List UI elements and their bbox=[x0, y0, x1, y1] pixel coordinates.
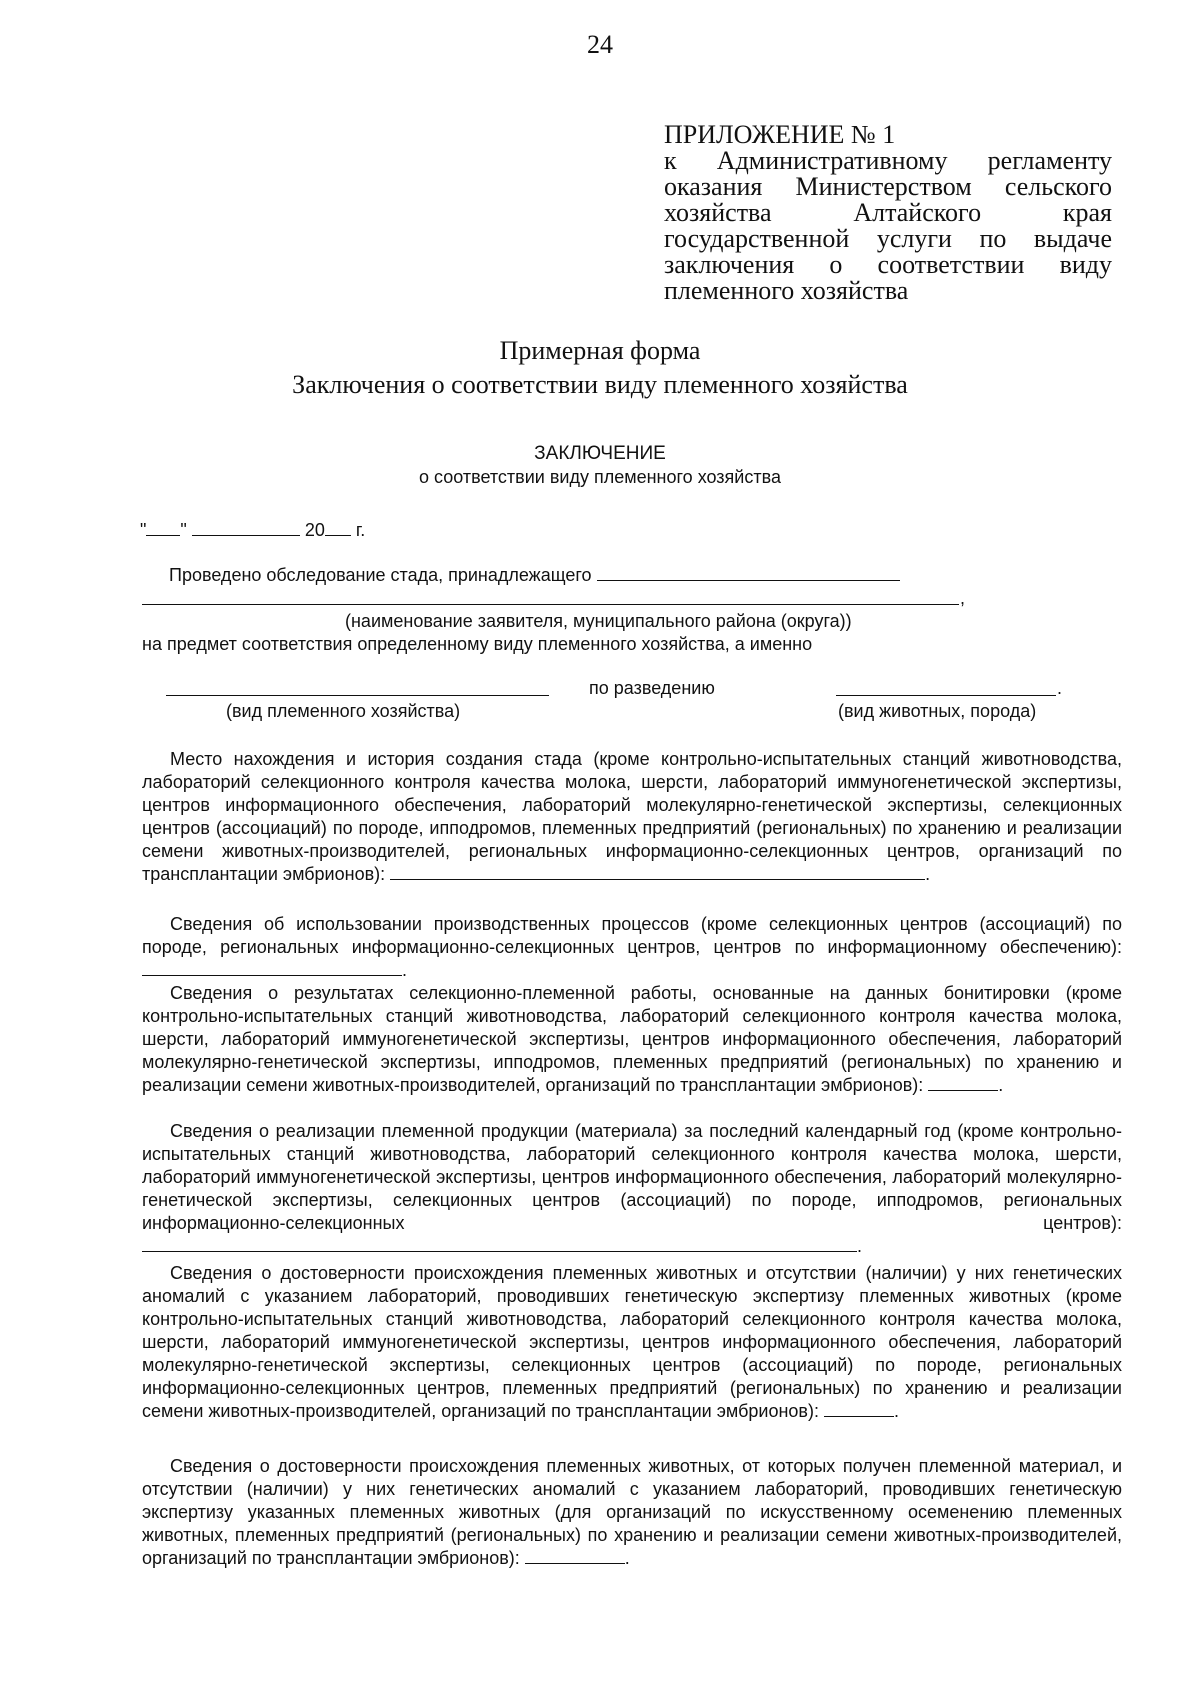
appendix-line: заключения о соответствии виду bbox=[664, 250, 1112, 279]
appendix-line: хозяйства Алтайского края bbox=[664, 198, 1112, 227]
paragraph-tail: . bbox=[857, 1236, 863, 1256]
survey-purpose: на предмет соответствия определенному виду племенного хозяйства, а именно bbox=[142, 634, 813, 654]
breeding-middle: по разведению bbox=[589, 678, 715, 698]
location-history-field[interactable] bbox=[390, 864, 925, 880]
breeding-material-field[interactable] bbox=[525, 1548, 625, 1564]
applicant-caption: (наименование заявителя, муниципального района (округа)) bbox=[345, 611, 852, 631]
breeding-period: . bbox=[1057, 678, 1063, 698]
date-line bbox=[140, 518, 365, 541]
paragraph-tail: . bbox=[925, 864, 931, 884]
paragraph-production-processes bbox=[142, 913, 1122, 982]
year-prefix: 20 bbox=[304, 520, 325, 540]
appendix-heading: ПРИЛОЖЕНИЕ № 1 bbox=[664, 120, 896, 149]
animal-breed-field[interactable] bbox=[836, 695, 1056, 696]
paragraph-text: Место нахождения и история создания стада (кроме контрольно-испытательных станций животноводства, лабораторий селекционного контроля качества молока, шерсти, лабораторий иммуногенетической экспертизы, центров информационного обеспечения, лабораторий молекулярно-генетической экспертизы, селекционных центров (ассоциаций) по породе, ипподромов, племенных предприятий (региональных) по хранению и реализации семени животных-производителей, региональных информационно-селекционных центров, организаций по трансплантации эмбрионов): bbox=[142, 749, 1122, 884]
form-subtitle: Заключения о соответствии виду племенного хозяйства bbox=[292, 370, 908, 399]
production-processes-field[interactable] bbox=[142, 960, 402, 976]
quote-close: " bbox=[180, 520, 187, 540]
breeding-results-field[interactable] bbox=[928, 1075, 998, 1091]
appendix-line: государственной услуги по выдаче bbox=[664, 224, 1112, 253]
form-title: Примерная форма bbox=[499, 336, 701, 365]
farm-type-caption: (вид племенного хозяйства) bbox=[226, 701, 461, 721]
paragraph-tail: . bbox=[624, 1548, 630, 1568]
survey-intro-line bbox=[169, 563, 900, 586]
quote-open: " bbox=[140, 520, 147, 540]
paragraph-tail: . bbox=[998, 1075, 1004, 1095]
appendix-line: оказания Министерством сельского bbox=[664, 172, 1112, 201]
applicant-field[interactable] bbox=[597, 563, 900, 581]
year-field[interactable] bbox=[325, 518, 351, 536]
conclusion-subtitle: о соответствии виду племенного хозяйства bbox=[419, 467, 781, 487]
animal-breed-caption: (вид животных, порода) bbox=[838, 701, 1037, 721]
paragraph-breeding-results bbox=[142, 982, 1122, 1097]
paragraph-text: Сведения о результатах селекционно-племенной работы, основанные на данных бонитировки (кроме контрольно-испытательных станций животноводства, лабораторий селекционного контроля качества молока, шерсти, лабораторий иммуногенетической экспертизы, центров информационного обеспечения, лабораторий молекулярно-генетической экспертизы, ипподромов, племенных предприятий (региональных) по хранению и реализации семени животных-производителей, организаций по трансплантации эмбрионов): bbox=[142, 983, 1122, 1095]
paragraph-tail: . bbox=[894, 1401, 900, 1421]
month-field[interactable] bbox=[192, 518, 300, 536]
paragraph-text: Сведения о достоверности происхождения племенных животных и отсутствии (наличии) у них генетических аномалий с указанием лабораторий, проводивших генетическую экспертизу племенных животных (кроме контрольно-испытательных станций животноводства, лабораторий селекционного контроля качества молока, шерсти, лабораторий иммуногенетической экспертизы, центров информационного обеспечения, лабораторий молекулярно-генетической экспертизы, селекционных центров (ассоциаций) по породе, региональных информационно-селекционных центров, племенных предприятий (региональных) по хранению и реализации семени животных-производителей, организаций по трансплантации эмбрионов): bbox=[142, 1263, 1122, 1421]
origin-reliability-field[interactable] bbox=[824, 1401, 894, 1417]
appendix-block bbox=[664, 122, 1112, 304]
sales-field[interactable] bbox=[142, 1236, 857, 1252]
farm-type-field[interactable] bbox=[166, 695, 549, 696]
paragraph-text: Сведения о реализации племенной продукции (материала) за последний календарный год (кроме контрольно-испытательных станций животноводства, лабораторий селекционного контроля качества молока, шерсти, лабораторий иммуногенетической экспертизы, центров информационного обеспечения, лабораторий молекулярно-генетической экспертизы, селекционных центров (ассоциаций) по породе, ипподромов, региональных информационно-селекционных центров): bbox=[142, 1121, 1122, 1233]
survey-comma: , bbox=[960, 588, 966, 608]
appendix-line: племенного хозяйства bbox=[664, 276, 909, 305]
applicant-field-line2[interactable] bbox=[142, 604, 959, 605]
paragraph-origin-reliability bbox=[142, 1262, 1122, 1423]
paragraph-breeding-material bbox=[142, 1455, 1122, 1570]
paragraph-text: Сведения о достоверности происхождения племенных животных, от которых получен племенной материал, и отсутствии (наличии) у них генетических аномалий с указанием лабораторий, проводивших генетическую экспертизу указанных племенных животных (для организаций по искусственному осеменению племенных животных, племенных предприятий (региональных) по хранению и реализации семени животных-производителей, организаций по трансплантации эмбрионов): bbox=[142, 1456, 1122, 1568]
paragraph-sales bbox=[142, 1120, 1122, 1258]
paragraph-location-history bbox=[142, 748, 1122, 886]
year-suffix: г. bbox=[355, 520, 366, 540]
survey-intro: Проведено обследование стада, принадлежащего bbox=[169, 565, 592, 585]
paragraph-text: Сведения об использовании производственных процессов (кроме селекционных центров (ассоциаций) по породе, региональных информационно-селекционных центров, центров по информационному обеспечению): bbox=[142, 914, 1122, 957]
paragraph-tail: . bbox=[402, 960, 408, 980]
day-field[interactable] bbox=[146, 518, 180, 536]
appendix-line: к Административному регламенту bbox=[664, 146, 1112, 175]
page-number: 24 bbox=[587, 30, 613, 59]
conclusion-title: ЗАКЛЮЧЕНИЕ bbox=[534, 443, 666, 464]
